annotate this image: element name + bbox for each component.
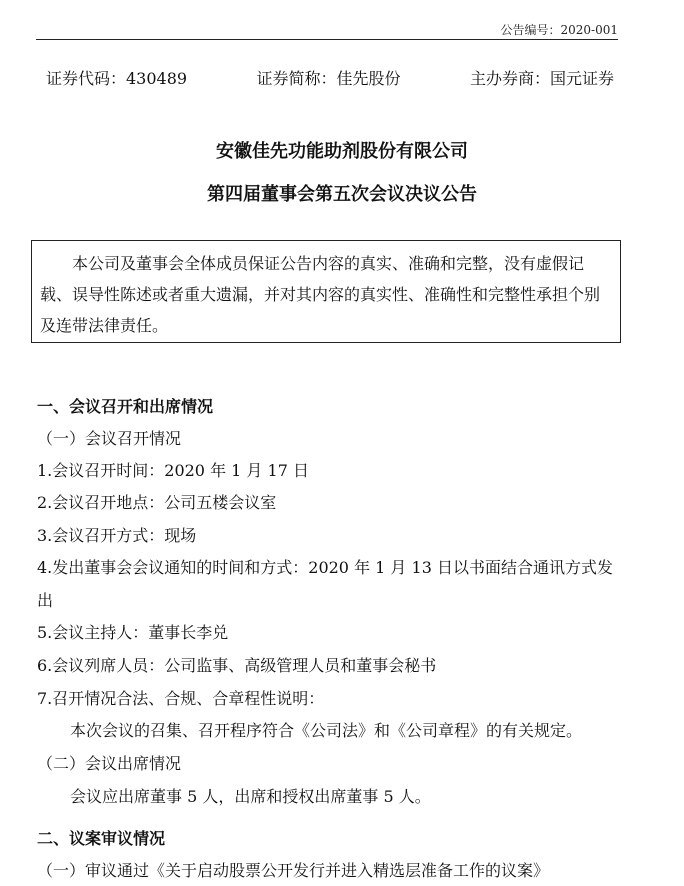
meeting-method: 3.会议召开方式：现场: [37, 526, 197, 545]
meeting-host: 5.会议主持人：董事长李兑: [37, 623, 229, 642]
legality-detail: 本次会议的召集、召开程序符合《公司法》和《公司章程》的有关规定。: [70, 721, 583, 740]
meeting-time: 1.会议召开时间：2020 年 1 月 17 日: [37, 461, 309, 480]
stock-info-row: [46, 66, 614, 89]
sponsor-broker: 主办券商：国元证券: [469, 69, 614, 88]
meeting-location: 2.会议召开地点：公司五楼会议室: [37, 493, 277, 512]
disclaimer-text: 本公司及董事会全体成员保证公告内容的真实、准确和完整，没有虚假记载、误导性陈述或者重大遗漏，并对其内容的真实性、准确性和完整性承担个别及连带法律责任。: [40, 254, 601, 335]
section2-sub1: （一）审议通过《关于启动股票公开发行并进入精选层准备工作的议案》: [37, 861, 550, 880]
section1-sub1: （一）会议召开情况: [37, 429, 182, 448]
stock-name: 证券简称：佳先股份: [256, 69, 401, 88]
stock-code: 证券代码：430489: [46, 69, 188, 88]
notice-time-method-cont: 出: [37, 591, 54, 610]
section2-heading: 二、议案审议情况: [37, 829, 166, 848]
meeting-attendees: 6.会议列席人员：公司监事、高级管理人员和董事会秘书: [37, 656, 437, 675]
disclaimer-box: [31, 240, 621, 343]
document-number: 公告编号：2020-001: [500, 23, 618, 37]
announcement-title: 第四届董事会第五次会议决议公告: [207, 184, 477, 205]
company-title: 安徽佳先功能助剂股份有限公司: [216, 141, 468, 162]
attendance-detail: 会议应出席董事 5 人，出席和授权出席董事 5 人。: [70, 787, 431, 806]
section1-sub2: （二）会议出席情况: [37, 754, 182, 773]
legality-statement: 7.召开情况合法、合规、合章程性说明：: [37, 689, 325, 708]
header-divider: [36, 39, 618, 40]
section1-heading: 一、会议召开和出席情况: [37, 397, 214, 416]
notice-time-method: 4.发出董事会会议通知的时间和方式：2020 年 1 月 13 日以书面结合通讯方式发: [37, 558, 613, 577]
